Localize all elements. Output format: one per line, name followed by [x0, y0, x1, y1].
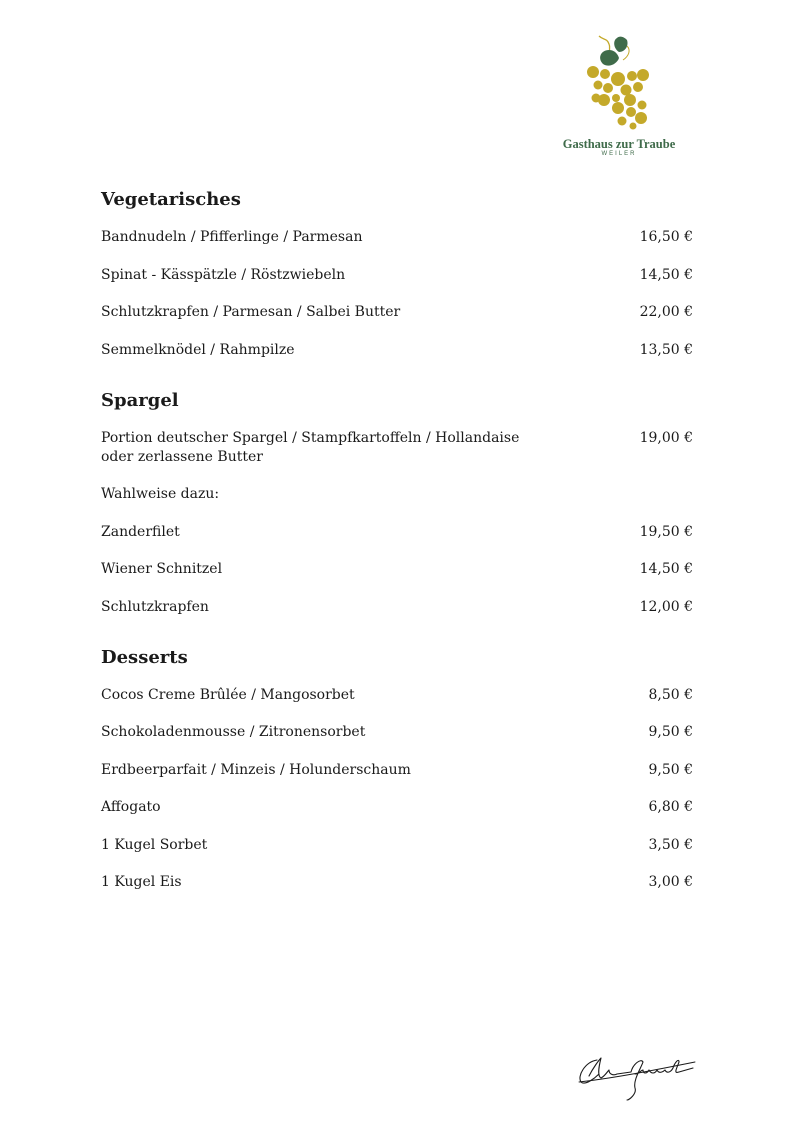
item-name: Bandnudeln / Pfifferlinge / Parmesan [101, 229, 363, 245]
menu-item [101, 341, 693, 360]
menu-item [101, 303, 693, 322]
item-price: 22,00 € [639, 304, 693, 320]
item-name: Portion deutscher Spargel / Stampfkartoffeln / Hollandaise oder zerlassene Butter [101, 429, 520, 465]
item-price: 14,50 € [639, 561, 693, 577]
item-name: Cocos Creme Brûlée / Mangosorbet [101, 686, 355, 703]
menu-section-desserts [101, 644, 693, 893]
logo-subtitle: WEILER [601, 151, 637, 157]
item-price: 3,50 € [648, 836, 693, 853]
menu-item [101, 266, 693, 285]
item-price: 6,80 € [648, 799, 693, 815]
menu-item-note [101, 485, 693, 504]
item-name: Spinat - Kässpätzle / Röstzwiebeln [101, 266, 346, 283]
item-price: 3,00 € [648, 874, 693, 890]
signature-icon [575, 1048, 699, 1102]
item-name: Schokoladenmousse / Zitronensorbet [101, 724, 366, 740]
item-price: 8,50 € [648, 686, 693, 703]
menu [101, 186, 693, 919]
item-price: 14,50 € [639, 266, 693, 283]
menu-section-vegetarisches [101, 186, 693, 360]
menu-item [101, 873, 693, 892]
item-name: 1 Kugel Eis [101, 874, 182, 890]
item-name: Wiener Schnitzel [101, 561, 223, 577]
item-name: Semmelknödel / Rahmpilze [101, 341, 295, 358]
section-title: Vegetarisches [101, 189, 241, 210]
menu-item [101, 429, 693, 467]
grape-cluster-icon [583, 30, 655, 130]
item-name: 1 Kugel Sorbet [101, 836, 208, 853]
menu-item [101, 228, 693, 247]
menu-item [101, 560, 693, 579]
item-price: 19,00 € [639, 429, 693, 446]
menu-item [101, 723, 693, 742]
item-name: Affogato [101, 799, 161, 815]
item-name: Wahlweise dazu: [101, 486, 220, 502]
item-price: 9,50 € [648, 724, 693, 740]
menu-section-spargel [101, 387, 693, 617]
item-price: 16,50 € [639, 229, 693, 245]
menu-item [101, 836, 693, 855]
item-price: 9,50 € [648, 761, 693, 778]
menu-item [101, 686, 693, 705]
menu-item [101, 798, 693, 817]
menu-item [101, 523, 693, 542]
menu-item [101, 761, 693, 780]
item-name: Schlutzkrapfen [101, 598, 209, 615]
item-name: Zanderfilet [101, 523, 180, 540]
restaurant-logo [553, 30, 685, 160]
item-name: Schlutzkrapfen / Parmesan / Salbei Butter [101, 304, 401, 320]
item-price: 12,00 € [639, 598, 693, 615]
item-price: 19,50 € [639, 523, 693, 540]
section-title: Desserts [101, 646, 188, 668]
menu-item [101, 598, 693, 617]
logo-name: Gasthaus zur Traube [562, 137, 676, 151]
item-price: 13,50 € [639, 341, 693, 358]
item-name: Erdbeerparfait / Minzeis / Holunderschaum [101, 761, 411, 778]
section-title: Spargel [101, 389, 179, 411]
